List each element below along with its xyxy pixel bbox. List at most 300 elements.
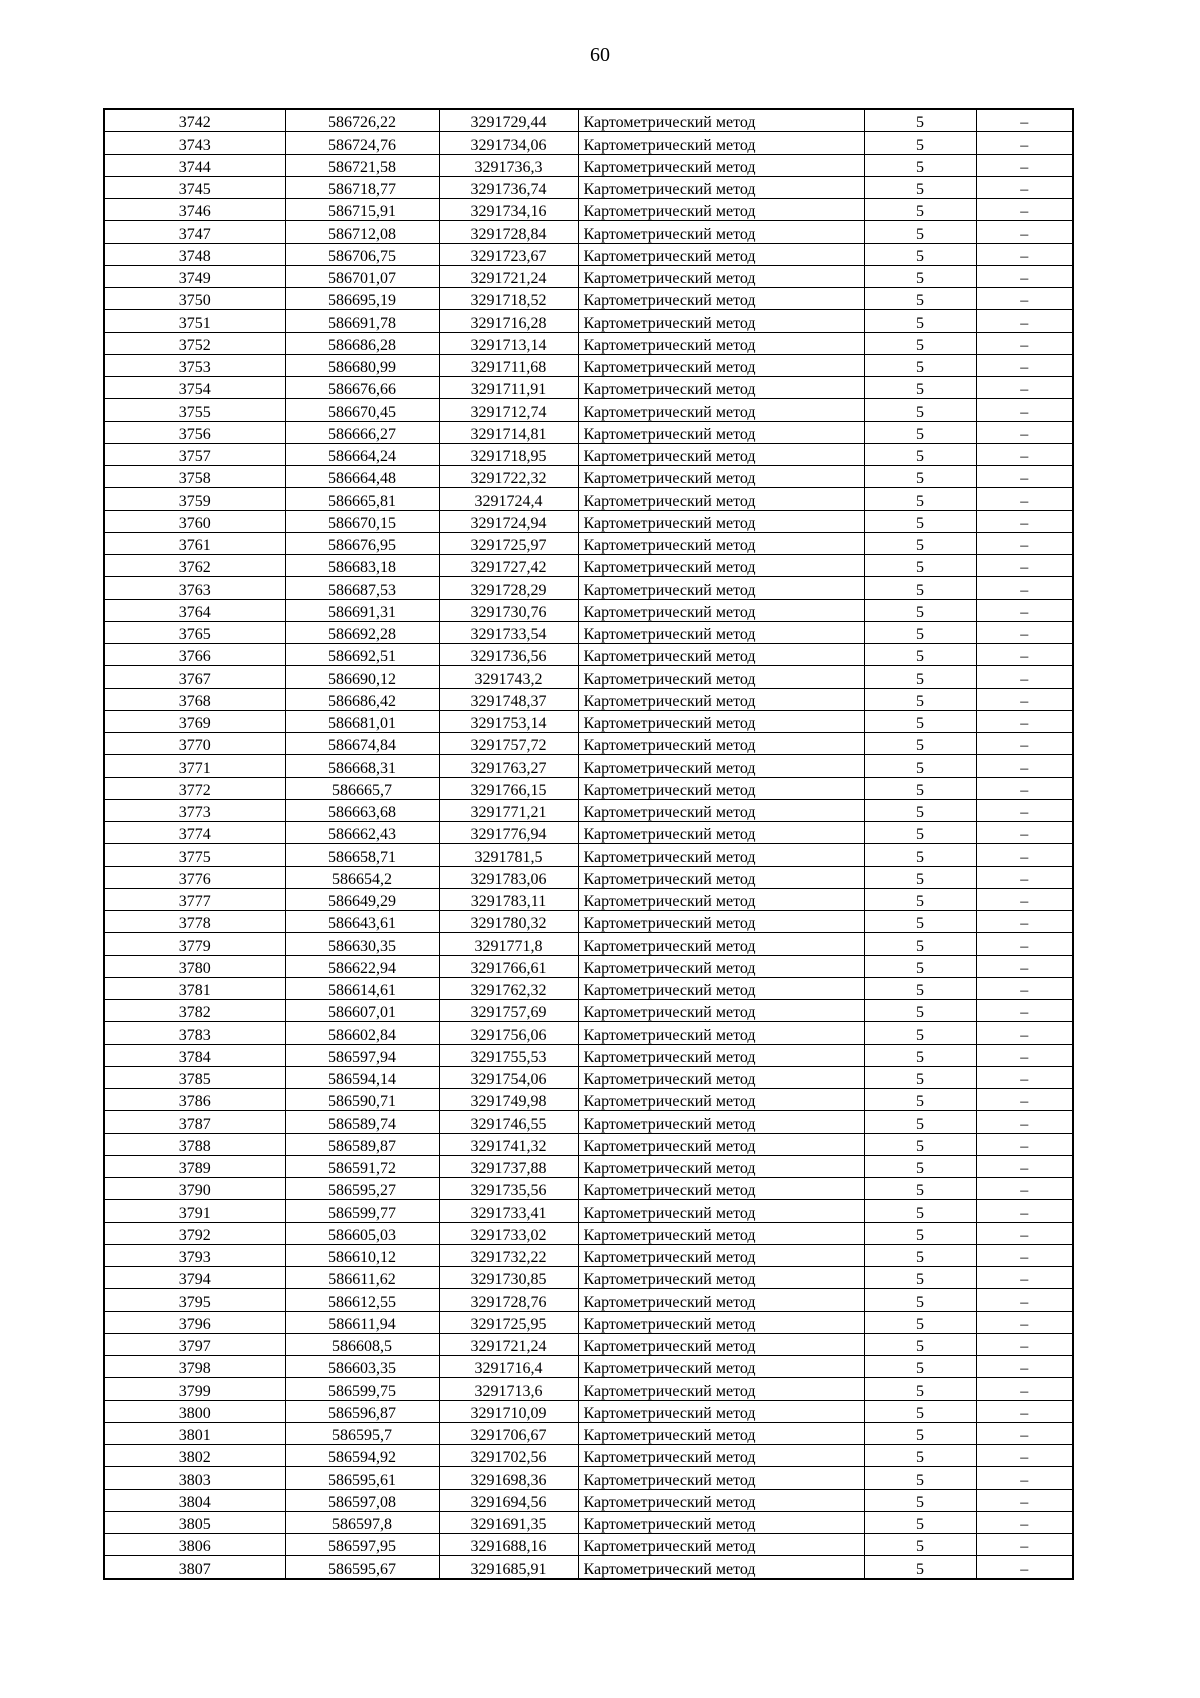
method-cell: Картометрический метод: [578, 221, 864, 243]
table-row: [104, 154, 1073, 176]
method-cell: Картометрический метод: [578, 1289, 864, 1311]
point-number-cell: 3776: [104, 866, 285, 888]
x-coordinate-cell: 586691,31: [285, 599, 439, 621]
point-number-cell: 3802: [104, 1445, 285, 1467]
accuracy-cell: 5: [864, 1489, 976, 1511]
method-cell: Картометрический метод: [578, 132, 864, 154]
method-cell: Картометрический метод: [578, 488, 864, 510]
dash-cell: –: [976, 866, 1073, 888]
point-number-cell: 3803: [104, 1467, 285, 1489]
method-cell: Картометрический метод: [578, 666, 864, 688]
point-number-cell: 3804: [104, 1489, 285, 1511]
accuracy-cell: 5: [864, 221, 976, 243]
accuracy-cell: 5: [864, 822, 976, 844]
accuracy-cell: 5: [864, 488, 976, 510]
x-coordinate-cell: 586589,74: [285, 1111, 439, 1133]
accuracy-cell: 5: [864, 1445, 976, 1467]
y-coordinate-cell: 3291748,37: [439, 688, 578, 710]
accuracy-cell: 5: [864, 1200, 976, 1222]
dash-cell: –: [976, 1267, 1073, 1289]
accuracy-cell: 5: [864, 1267, 976, 1289]
x-coordinate-cell: 586590,71: [285, 1089, 439, 1111]
table-row: [104, 977, 1073, 999]
x-coordinate-cell: 586670,15: [285, 510, 439, 532]
point-number-cell: 3790: [104, 1178, 285, 1200]
x-coordinate-cell: 586721,58: [285, 154, 439, 176]
dash-cell: –: [976, 688, 1073, 710]
dash-cell: –: [976, 977, 1073, 999]
dash-cell: –: [976, 1489, 1073, 1511]
point-number-cell: 3756: [104, 421, 285, 443]
method-cell: Картометрический метод: [578, 1356, 864, 1378]
table-row: [104, 1244, 1073, 1266]
y-coordinate-cell: 3291746,55: [439, 1111, 578, 1133]
y-coordinate-cell: 3291757,69: [439, 1000, 578, 1022]
table-row: [104, 354, 1073, 376]
point-number-cell: 3770: [104, 733, 285, 755]
y-coordinate-cell: 3291721,24: [439, 1333, 578, 1355]
table-row: [104, 799, 1073, 821]
point-number-cell: 3791: [104, 1200, 285, 1222]
x-coordinate-cell: 586607,01: [285, 1000, 439, 1022]
table-row: [104, 243, 1073, 265]
table-row: [104, 1422, 1073, 1444]
table-row: [104, 1534, 1073, 1556]
dash-cell: –: [976, 1155, 1073, 1177]
y-coordinate-cell: 3291706,67: [439, 1422, 578, 1444]
method-cell: Картометрический метод: [578, 1000, 864, 1022]
accuracy-cell: 5: [864, 1089, 976, 1111]
y-coordinate-cell: 3291714,81: [439, 421, 578, 443]
x-coordinate-cell: 586595,7: [285, 1422, 439, 1444]
point-number-cell: 3783: [104, 1022, 285, 1044]
y-coordinate-cell: 3291733,54: [439, 621, 578, 643]
point-number-cell: 3751: [104, 310, 285, 332]
table-row: [104, 221, 1073, 243]
table-row: [104, 399, 1073, 421]
point-number-cell: 3798: [104, 1356, 285, 1378]
x-coordinate-cell: 586611,62: [285, 1267, 439, 1289]
method-cell: Картометрический метод: [578, 109, 864, 132]
table-row: [104, 1066, 1073, 1088]
x-coordinate-cell: 586602,84: [285, 1022, 439, 1044]
accuracy-cell: 5: [864, 421, 976, 443]
dash-cell: –: [976, 822, 1073, 844]
method-cell: Картометрический метод: [578, 977, 864, 999]
y-coordinate-cell: 3291736,3: [439, 154, 578, 176]
dash-cell: –: [976, 1556, 1073, 1579]
x-coordinate-cell: 586605,03: [285, 1222, 439, 1244]
table-row: [104, 688, 1073, 710]
point-number-cell: 3766: [104, 644, 285, 666]
table-row: [104, 599, 1073, 621]
method-cell: Картометрический метод: [578, 354, 864, 376]
dash-cell: –: [976, 1089, 1073, 1111]
x-coordinate-cell: 586654,2: [285, 866, 439, 888]
y-coordinate-cell: 3291729,44: [439, 109, 578, 132]
accuracy-cell: 5: [864, 1133, 976, 1155]
table-row: [104, 911, 1073, 933]
accuracy-cell: 5: [864, 733, 976, 755]
method-cell: Картометрический метод: [578, 510, 864, 532]
point-number-cell: 3797: [104, 1333, 285, 1355]
x-coordinate-cell: 586608,5: [285, 1333, 439, 1355]
accuracy-cell: 5: [864, 577, 976, 599]
table-row: [104, 1489, 1073, 1511]
point-number-cell: 3764: [104, 599, 285, 621]
dash-cell: –: [976, 1467, 1073, 1489]
y-coordinate-cell: 3291730,76: [439, 599, 578, 621]
accuracy-cell: 5: [864, 1422, 976, 1444]
table-row: [104, 644, 1073, 666]
accuracy-cell: 5: [864, 1378, 976, 1400]
x-coordinate-cell: 586666,27: [285, 421, 439, 443]
point-number-cell: 3785: [104, 1066, 285, 1088]
method-cell: Картометрический метод: [578, 243, 864, 265]
y-coordinate-cell: 3291737,88: [439, 1155, 578, 1177]
method-cell: Картометрический метод: [578, 844, 864, 866]
point-number-cell: 3759: [104, 488, 285, 510]
point-number-cell: 3805: [104, 1511, 285, 1533]
method-cell: Картометрический метод: [578, 1044, 864, 1066]
point-number-cell: 3787: [104, 1111, 285, 1133]
y-coordinate-cell: 3291712,74: [439, 399, 578, 421]
accuracy-cell: 5: [864, 799, 976, 821]
x-coordinate-cell: 586676,95: [285, 532, 439, 554]
method-cell: Картометрический метод: [578, 1511, 864, 1533]
method-cell: Картометрический метод: [578, 399, 864, 421]
y-coordinate-cell: 3291762,32: [439, 977, 578, 999]
accuracy-cell: 5: [864, 1311, 976, 1333]
x-coordinate-cell: 586643,61: [285, 911, 439, 933]
x-coordinate-cell: 586663,68: [285, 799, 439, 821]
point-number-cell: 3801: [104, 1422, 285, 1444]
x-coordinate-cell: 586665,81: [285, 488, 439, 510]
point-number-cell: 3794: [104, 1267, 285, 1289]
x-coordinate-cell: 586649,29: [285, 888, 439, 910]
y-coordinate-cell: 3291711,68: [439, 354, 578, 376]
y-coordinate-cell: 3291734,06: [439, 132, 578, 154]
method-cell: Картометрический метод: [578, 332, 864, 354]
point-number-cell: 3777: [104, 888, 285, 910]
point-number-cell: 3786: [104, 1089, 285, 1111]
accuracy-cell: 5: [864, 1044, 976, 1066]
point-number-cell: 3747: [104, 221, 285, 243]
y-coordinate-cell: 3291754,06: [439, 1066, 578, 1088]
table-row: [104, 1400, 1073, 1422]
x-coordinate-cell: 586664,24: [285, 443, 439, 465]
accuracy-cell: 5: [864, 510, 976, 532]
y-coordinate-cell: 3291710,09: [439, 1400, 578, 1422]
page-number: 60: [590, 44, 610, 66]
table-row: [104, 1333, 1073, 1355]
dash-cell: –: [976, 488, 1073, 510]
accuracy-cell: 5: [864, 1000, 976, 1022]
table-row: [104, 109, 1073, 132]
accuracy-cell: 5: [864, 132, 976, 154]
dash-cell: –: [976, 666, 1073, 688]
point-number-cell: 3763: [104, 577, 285, 599]
table-row: [104, 1467, 1073, 1489]
accuracy-cell: 5: [864, 977, 976, 999]
dash-cell: –: [976, 1178, 1073, 1200]
method-cell: Картометрический метод: [578, 755, 864, 777]
accuracy-cell: 5: [864, 1178, 976, 1200]
dash-cell: –: [976, 154, 1073, 176]
x-coordinate-cell: 586599,77: [285, 1200, 439, 1222]
point-number-cell: 3784: [104, 1044, 285, 1066]
dash-cell: –: [976, 733, 1073, 755]
method-cell: Картометрический метод: [578, 1200, 864, 1222]
table-row: [104, 933, 1073, 955]
y-coordinate-cell: 3291698,36: [439, 1467, 578, 1489]
x-coordinate-cell: 586611,94: [285, 1311, 439, 1333]
table-row: [104, 755, 1073, 777]
accuracy-cell: 5: [864, 555, 976, 577]
x-coordinate-cell: 586668,31: [285, 755, 439, 777]
table-row: [104, 132, 1073, 154]
dash-cell: –: [976, 109, 1073, 132]
x-coordinate-cell: 586724,76: [285, 132, 439, 154]
point-number-cell: 3767: [104, 666, 285, 688]
dash-cell: –: [976, 265, 1073, 287]
x-coordinate-cell: 586597,95: [285, 1534, 439, 1556]
dash-cell: –: [976, 332, 1073, 354]
point-number-cell: 3762: [104, 555, 285, 577]
dash-cell: –: [976, 221, 1073, 243]
x-coordinate-cell: 586597,94: [285, 1044, 439, 1066]
point-number-cell: 3788: [104, 1133, 285, 1155]
method-cell: Картометрический метод: [578, 955, 864, 977]
method-cell: Картометрический метод: [578, 1378, 864, 1400]
dash-cell: –: [976, 288, 1073, 310]
dash-cell: –: [976, 1356, 1073, 1378]
table-row: [104, 710, 1073, 732]
y-coordinate-cell: 3291749,98: [439, 1089, 578, 1111]
table-row: [104, 532, 1073, 554]
accuracy-cell: 5: [864, 154, 976, 176]
point-number-cell: 3778: [104, 911, 285, 933]
point-number-cell: 3753: [104, 354, 285, 376]
point-number-cell: 3749: [104, 265, 285, 287]
y-coordinate-cell: 3291755,53: [439, 1044, 578, 1066]
accuracy-cell: 5: [864, 1244, 976, 1266]
dash-cell: –: [976, 532, 1073, 554]
y-coordinate-cell: 3291724,94: [439, 510, 578, 532]
table-row: [104, 1222, 1073, 1244]
coordinates-table: [103, 108, 1074, 1580]
x-coordinate-cell: 586726,22: [285, 109, 439, 132]
x-coordinate-cell: 586683,18: [285, 555, 439, 577]
x-coordinate-cell: 586680,99: [285, 354, 439, 376]
method-cell: Картометрический метод: [578, 911, 864, 933]
method-cell: Картометрический метод: [578, 377, 864, 399]
accuracy-cell: 5: [864, 109, 976, 132]
y-coordinate-cell: 3291756,06: [439, 1022, 578, 1044]
accuracy-cell: 5: [864, 1534, 976, 1556]
point-number-cell: 3799: [104, 1378, 285, 1400]
accuracy-cell: 5: [864, 1467, 976, 1489]
y-coordinate-cell: 3291728,29: [439, 577, 578, 599]
x-coordinate-cell: 586695,19: [285, 288, 439, 310]
method-cell: Картометрический метод: [578, 888, 864, 910]
method-cell: Картометрический метод: [578, 288, 864, 310]
accuracy-cell: 5: [864, 199, 976, 221]
y-coordinate-cell: 3291783,11: [439, 888, 578, 910]
method-cell: Картометрический метод: [578, 1267, 864, 1289]
point-number-cell: 3757: [104, 443, 285, 465]
dash-cell: –: [976, 510, 1073, 532]
x-coordinate-cell: 586594,14: [285, 1066, 439, 1088]
accuracy-cell: 5: [864, 466, 976, 488]
x-coordinate-cell: 586658,71: [285, 844, 439, 866]
method-cell: Картометрический метод: [578, 644, 864, 666]
dash-cell: –: [976, 955, 1073, 977]
x-coordinate-cell: 586676,66: [285, 377, 439, 399]
dash-cell: –: [976, 577, 1073, 599]
table-row: [104, 733, 1073, 755]
table-row: [104, 1289, 1073, 1311]
accuracy-cell: 5: [864, 532, 976, 554]
table-row: [104, 555, 1073, 577]
table-row: [104, 1111, 1073, 1133]
method-cell: Картометрический метод: [578, 154, 864, 176]
y-coordinate-cell: 3291688,16: [439, 1534, 578, 1556]
method-cell: Картометрический метод: [578, 176, 864, 198]
table-row: [104, 666, 1073, 688]
y-coordinate-cell: 3291766,15: [439, 777, 578, 799]
dash-cell: –: [976, 911, 1073, 933]
table-row: [104, 577, 1073, 599]
point-number-cell: 3768: [104, 688, 285, 710]
point-number-cell: 3800: [104, 1400, 285, 1422]
y-coordinate-cell: 3291724,4: [439, 488, 578, 510]
dash-cell: –: [976, 644, 1073, 666]
y-coordinate-cell: 3291732,22: [439, 1244, 578, 1266]
accuracy-cell: 5: [864, 332, 976, 354]
point-number-cell: 3760: [104, 510, 285, 532]
y-coordinate-cell: 3291736,74: [439, 176, 578, 198]
point-number-cell: 3796: [104, 1311, 285, 1333]
dash-cell: –: [976, 1445, 1073, 1467]
table-row: [104, 955, 1073, 977]
point-number-cell: 3775: [104, 844, 285, 866]
dash-cell: –: [976, 1111, 1073, 1133]
method-cell: Картометрический метод: [578, 822, 864, 844]
table-row: [104, 1178, 1073, 1200]
x-coordinate-cell: 586664,48: [285, 466, 439, 488]
accuracy-cell: 5: [864, 1022, 976, 1044]
point-number-cell: 3744: [104, 154, 285, 176]
dash-cell: –: [976, 1422, 1073, 1444]
dash-cell: –: [976, 555, 1073, 577]
x-coordinate-cell: 586630,35: [285, 933, 439, 955]
method-cell: Картометрический метод: [578, 443, 864, 465]
accuracy-cell: 5: [864, 644, 976, 666]
table-row: [104, 510, 1073, 532]
method-cell: Картометрический метод: [578, 1178, 864, 1200]
table-row: [104, 1022, 1073, 1044]
method-cell: Картометрический метод: [578, 799, 864, 821]
x-coordinate-cell: 586715,91: [285, 199, 439, 221]
accuracy-cell: 5: [864, 1289, 976, 1311]
y-coordinate-cell: 3291702,56: [439, 1445, 578, 1467]
table-row: [104, 466, 1073, 488]
table-row: [104, 888, 1073, 910]
dash-cell: –: [976, 1333, 1073, 1355]
method-cell: Картометрический метод: [578, 421, 864, 443]
accuracy-cell: 5: [864, 377, 976, 399]
method-cell: Картометрический метод: [578, 1244, 864, 1266]
dash-cell: –: [976, 1378, 1073, 1400]
dash-cell: –: [976, 1000, 1073, 1022]
dash-cell: –: [976, 1289, 1073, 1311]
x-coordinate-cell: 586595,61: [285, 1467, 439, 1489]
point-number-cell: 3742: [104, 109, 285, 132]
y-coordinate-cell: 3291771,8: [439, 933, 578, 955]
point-number-cell: 3745: [104, 176, 285, 198]
method-cell: Картометрический метод: [578, 1489, 864, 1511]
accuracy-cell: 5: [864, 710, 976, 732]
accuracy-cell: 5: [864, 176, 976, 198]
dash-cell: –: [976, 1511, 1073, 1533]
method-cell: Картометрический метод: [578, 1400, 864, 1422]
method-cell: Картометрический метод: [578, 577, 864, 599]
method-cell: Картометрический метод: [578, 555, 864, 577]
method-cell: Картометрический метод: [578, 1133, 864, 1155]
table-row: [104, 332, 1073, 354]
table-row: [104, 265, 1073, 287]
method-cell: Картометрический метод: [578, 466, 864, 488]
point-number-cell: 3771: [104, 755, 285, 777]
x-coordinate-cell: 586597,8: [285, 1511, 439, 1533]
accuracy-cell: 5: [864, 354, 976, 376]
dash-cell: –: [976, 710, 1073, 732]
x-coordinate-cell: 586712,08: [285, 221, 439, 243]
y-coordinate-cell: 3291718,95: [439, 443, 578, 465]
y-coordinate-cell: 3291721,24: [439, 265, 578, 287]
table-row: [104, 488, 1073, 510]
table-row: [104, 1044, 1073, 1066]
method-cell: Картометрический метод: [578, 688, 864, 710]
accuracy-cell: 5: [864, 1400, 976, 1422]
table-row: [104, 1556, 1073, 1579]
x-coordinate-cell: 586589,87: [285, 1133, 439, 1155]
y-coordinate-cell: 3291723,67: [439, 243, 578, 265]
y-coordinate-cell: 3291727,42: [439, 555, 578, 577]
point-number-cell: 3765: [104, 621, 285, 643]
point-number-cell: 3746: [104, 199, 285, 221]
y-coordinate-cell: 3291725,97: [439, 532, 578, 554]
table-row: [104, 443, 1073, 465]
method-cell: Картометрический метод: [578, 1155, 864, 1177]
point-number-cell: 3807: [104, 1556, 285, 1579]
method-cell: Картометрический метод: [578, 1022, 864, 1044]
dash-cell: –: [976, 844, 1073, 866]
accuracy-cell: 5: [864, 1066, 976, 1088]
y-coordinate-cell: 3291776,94: [439, 822, 578, 844]
point-number-cell: 3754: [104, 377, 285, 399]
y-coordinate-cell: 3291783,06: [439, 866, 578, 888]
table-row: [104, 1267, 1073, 1289]
method-cell: Картометрический метод: [578, 199, 864, 221]
table-row: [104, 777, 1073, 799]
point-number-cell: 3806: [104, 1534, 285, 1556]
x-coordinate-cell: 586706,75: [285, 243, 439, 265]
dash-cell: –: [976, 599, 1073, 621]
dash-cell: –: [976, 443, 1073, 465]
x-coordinate-cell: 586718,77: [285, 176, 439, 198]
